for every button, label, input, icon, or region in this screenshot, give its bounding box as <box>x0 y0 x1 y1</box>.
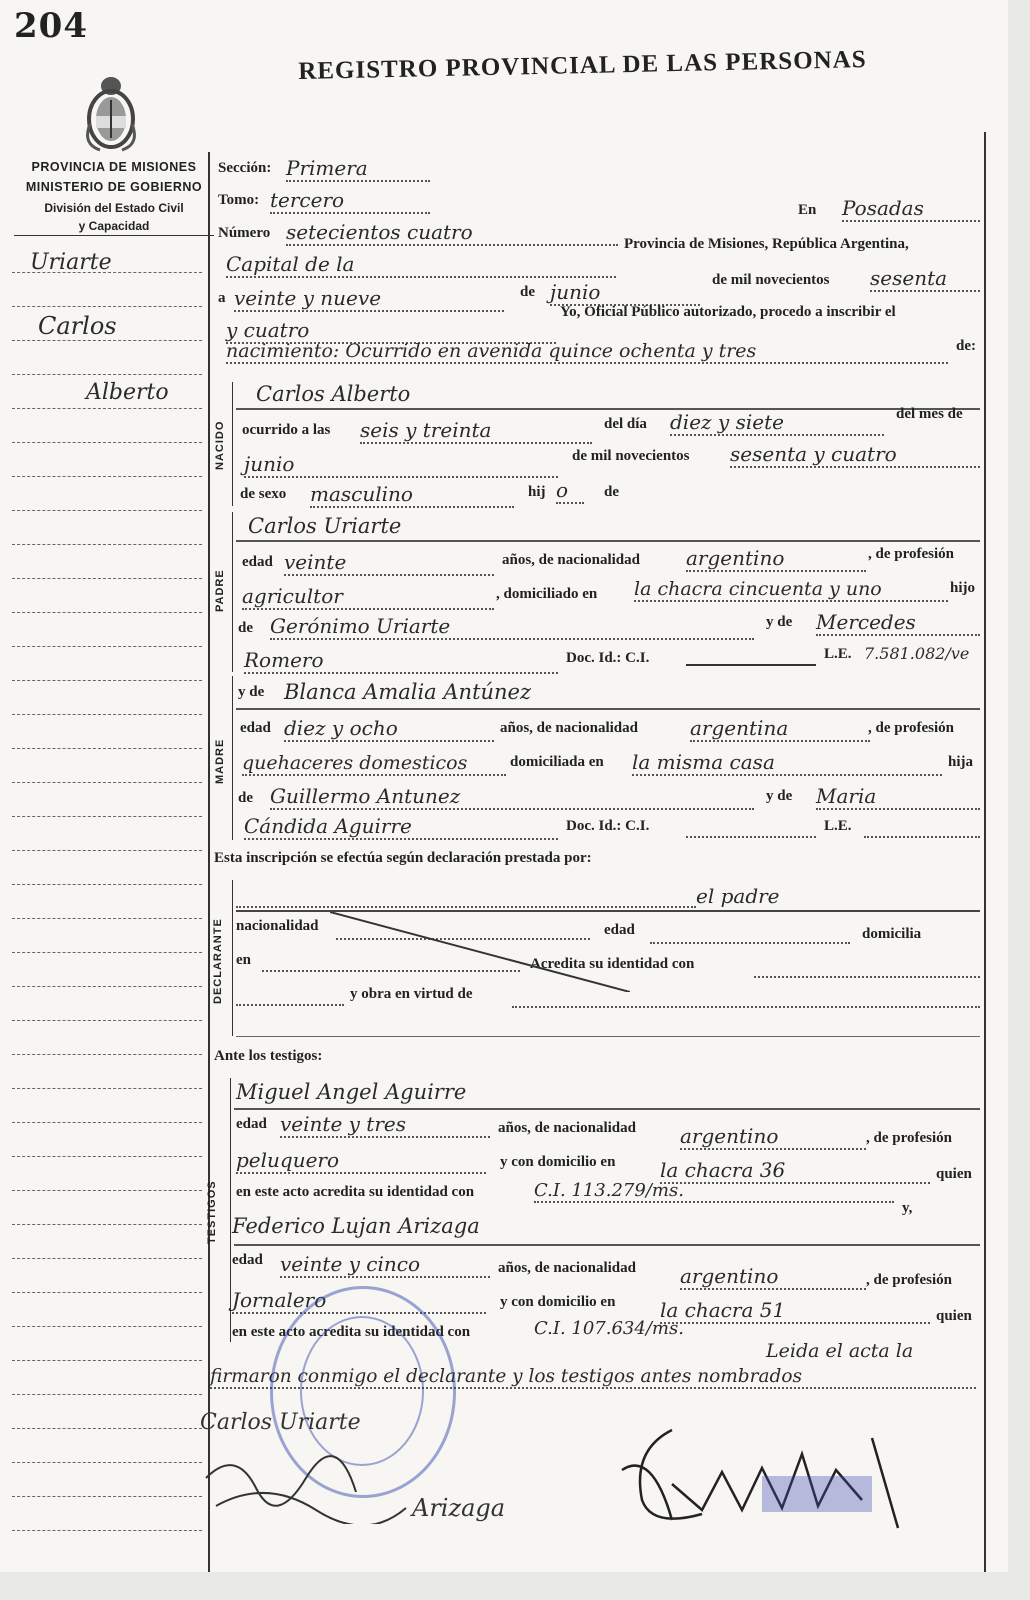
margin-first-name: Carlos <box>38 312 117 340</box>
madre-de-label: de <box>238 790 253 806</box>
margin-rule-line <box>12 442 202 443</box>
signature-uriarte: Carlos Uriarte <box>200 1410 361 1435</box>
madre-nac-label: años, de nacionalidad <box>500 720 638 736</box>
ministry-label: MINISTERIO DE GOBIERNO <box>25 180 203 194</box>
right-margin-line <box>984 132 986 1572</box>
t2-dom-label: y con domicilio en <box>500 1294 616 1310</box>
t2-profesion: Jornalero <box>232 1288 486 1314</box>
margin-rule-line <box>12 1530 202 1531</box>
padre-madre-de1: Mercedes <box>816 610 980 636</box>
padre-padre-de: Gerónimo Uriarte <box>270 614 754 640</box>
margin-rule-line <box>12 1258 202 1259</box>
margin-rule-line <box>12 646 202 647</box>
official-stamp-inner <box>300 1316 424 1466</box>
padre-nacionalidad: argentino <box>686 546 866 572</box>
declarante-en-label: en <box>236 952 251 968</box>
margin-rule-line <box>12 1462 202 1463</box>
tomo-label: Tomo: <box>218 192 260 208</box>
padre-bracket <box>232 512 233 672</box>
t1-nacionalidad: argentino <box>680 1124 866 1150</box>
margin-rule-line <box>12 408 202 409</box>
margin-rule-line <box>12 1496 202 1497</box>
margin-rule-line <box>12 578 202 579</box>
madre-y-de2-label: y de <box>766 788 793 804</box>
margin-rule-line <box>12 510 202 511</box>
margin-rule-line <box>12 1326 202 1327</box>
declarante-bottom-line <box>236 1036 980 1037</box>
madre-name-line <box>236 708 980 710</box>
province-label: PROVINCIA DE MISIONES <box>31 160 197 174</box>
testigo2-name: Federico Lujan Arizaga <box>232 1214 480 1238</box>
padre-y-de-label: y de <box>766 614 793 630</box>
de-colon-label: de: <box>956 338 976 354</box>
declarante-acredita-blank <box>754 976 980 978</box>
margin-rule-line <box>12 816 202 817</box>
anio1-value: sesenta <box>870 266 980 292</box>
madre-doc-label: Doc. Id.: C.I. <box>566 818 650 834</box>
declarante-bracket <box>232 880 233 1036</box>
madre-bracket <box>232 676 233 840</box>
margin-rule-line <box>12 952 202 953</box>
t2-prof-label: , de profesión <box>866 1272 952 1288</box>
margin-rule-line <box>12 612 202 613</box>
padre-madre-de2: Romero <box>244 648 558 674</box>
de-label: de <box>520 284 535 300</box>
t1-y-label: y, <box>902 1200 913 1216</box>
testigos-side-label: TESTIGOS <box>206 1180 218 1244</box>
margin-rule-line <box>12 1224 202 1225</box>
nacido-anio-value: sesenta y cuatro <box>730 442 980 468</box>
del-mes-label: del mes de <box>896 406 963 422</box>
anio2-value: y cuatro <box>226 318 556 344</box>
padre-le-label: L.E. <box>824 646 852 662</box>
declarante-virtud-label: y obra en virtud de <box>350 986 473 1002</box>
declarante-side-label: DECLARANTE <box>212 918 224 1004</box>
t1-profesion: peluquero <box>236 1148 486 1174</box>
coat-of-arms-icon <box>80 64 142 154</box>
madre-name: Blanca Amalia Antúnez <box>284 680 532 704</box>
declarante-blank <box>236 906 696 908</box>
madre-ci-blank <box>686 836 816 838</box>
margin-rule-line <box>12 884 202 885</box>
nacido-dia-value: diez y siete <box>670 410 884 436</box>
margin-rule-line <box>12 1156 202 1157</box>
t2-edad-value: veinte y cinco <box>280 1252 490 1278</box>
cross-out-line <box>330 912 630 992</box>
margin-rule-line <box>12 476 202 477</box>
ocurrido-label: ocurrido a las <box>242 422 331 438</box>
dia-value: veinte y nueve <box>234 286 504 312</box>
padre-prof-label: , de profesión <box>868 546 954 562</box>
margin-rule-line <box>12 1020 202 1021</box>
nacido-side-label: NACIDO <box>214 420 226 470</box>
testigos-bracket <box>230 1078 231 1342</box>
signature-scribble-icon <box>196 1448 426 1524</box>
margin-rule-line <box>12 986 202 987</box>
padre-edad-value: veinte <box>284 550 494 576</box>
margin-rule-line <box>12 748 202 749</box>
margin-rule-line <box>12 1088 202 1089</box>
margin-rule-line <box>12 340 202 341</box>
margin-rule-line <box>12 1292 202 1293</box>
margin-rule-line <box>12 1360 202 1361</box>
margin-rule-line <box>12 374 202 375</box>
margin-rule-line <box>12 1054 202 1055</box>
madre-dom-label: domiciliada en <box>510 754 604 770</box>
padre-ci-blank <box>686 664 816 666</box>
t2-acto-label: en este acto acredita su identidad con <box>232 1324 471 1340</box>
capital-value: Capital de la <box>226 252 616 278</box>
padre-domicilio: la chacra cincuenta y uno <box>634 578 948 602</box>
t1-edad-label: edad <box>236 1116 267 1132</box>
madre-profesion: quehaceres domesticos <box>242 752 506 776</box>
seccion-value: Primera <box>286 156 430 182</box>
madre-prof-label: , de profesión <box>868 720 954 736</box>
declarante-intro: Esta inscripción se efectúa según declaración prestada por: <box>214 850 592 866</box>
declarante-edad-label: edad <box>604 922 635 938</box>
t2-domicilio: la chacra 51 <box>660 1298 930 1324</box>
t1-edad-value: veinte y tres <box>280 1112 490 1138</box>
madre-y-de-label: y de <box>238 684 265 700</box>
padre-nac-label: años, de nacionalidad <box>502 552 640 568</box>
capacity-label: y Capacidad <box>14 219 214 236</box>
nacido-name: Carlos Alberto <box>256 382 411 406</box>
padre-edad-label: edad <box>242 554 273 570</box>
padre-name-line <box>236 540 980 542</box>
margin-rule-line <box>12 544 202 545</box>
t1-quien-label: quien <box>936 1166 972 1182</box>
t1-acto-label: en este acto acredita su identidad con <box>236 1184 475 1200</box>
del-dia-label: del día <box>604 416 647 432</box>
padre-side-label: PADRE <box>214 569 226 612</box>
a-label: a <box>218 290 226 306</box>
margin-surname: Uriarte <box>30 250 112 275</box>
testigos-intro: Ante los testigos: <box>214 1048 323 1064</box>
t2-edad-label: edad <box>232 1252 263 1268</box>
sexo-label: de sexo <box>240 486 287 502</box>
declarante-by: el padre <box>696 884 780 908</box>
padre-de-label: de <box>238 620 253 636</box>
madre-madre-de2: Cándida Aguirre <box>244 814 558 840</box>
margin-middle-name: Alberto <box>86 380 169 405</box>
declarante-virtud-pre <box>236 1004 344 1006</box>
closing-text: firmaron conmigo el declarante y los testigos antes nombrados <box>210 1366 976 1389</box>
nacido-mes-value: junio <box>244 452 558 478</box>
declarante-edad-blank <box>650 942 850 944</box>
hora-value: seis y treinta <box>360 418 592 444</box>
leida-text: Leida el acta la <box>766 1340 914 1362</box>
madre-madre-de1: Maria <box>816 784 980 810</box>
nacido-bracket <box>232 382 233 506</box>
padre-profesion: agricultor <box>242 584 494 610</box>
en-value: Posadas <box>842 196 980 222</box>
margin-rule-line <box>12 1428 202 1429</box>
padre-name: Carlos Uriarte <box>248 514 402 538</box>
division-label: División del Estado Civil <box>44 201 184 215</box>
seccion-label: Sección: <box>218 160 272 176</box>
madre-edad-value: diez y ocho <box>284 716 494 742</box>
t1-dom-label: y con domicilio en <box>500 1154 616 1170</box>
madre-le-label: L.E. <box>824 818 852 834</box>
numero-label: Número <box>218 225 271 241</box>
left-margin-line <box>208 152 210 1572</box>
en-label: En <box>798 202 817 218</box>
declarante-virtud-blank <box>512 1006 980 1008</box>
sexo-value: masculino <box>310 482 514 508</box>
oficial-text: Yo, Oficial Público autorizado, procedo a inscribir el <box>560 304 896 320</box>
madre-hija-label: hija <box>948 754 974 770</box>
margin-rule-line <box>12 680 202 681</box>
mil-label: de mil novecientos <box>712 272 830 288</box>
t2-nacionalidad: argentino <box>680 1264 866 1290</box>
madre-edad-label: edad <box>240 720 271 736</box>
margin-rule-line <box>12 1190 202 1191</box>
hij-suffix: o <box>556 478 584 504</box>
padre-hijo-label: hijo <box>950 580 976 596</box>
nacido-mil-label: de mil novecientos <box>572 448 690 464</box>
madre-padre-de: Guillermo Antunez <box>270 784 754 810</box>
t1-domicilio: la chacra 36 <box>660 1158 930 1184</box>
declarante-dom-label: domicilia <box>862 926 922 942</box>
margin-rule-line <box>12 918 202 919</box>
page-number: 204 <box>14 6 88 46</box>
official-signature-icon <box>612 1410 912 1540</box>
t1-nac-label: años, de nacionalidad <box>498 1120 636 1136</box>
testigo1-line <box>234 1108 980 1110</box>
margin-rule-line <box>12 850 202 851</box>
t2-quien-label: quien <box>936 1308 972 1324</box>
padre-dom-label: , domiciliado en <box>496 586 598 602</box>
nacido-de-label: de <box>604 484 619 500</box>
margin-rule-line <box>12 1122 202 1123</box>
provincia-text: Provincia de Misiones, República Argentina, <box>624 236 909 252</box>
document-title: REGISTRO PROVINCIAL DE LAS PERSONAS <box>298 46 867 85</box>
tomo-value: tercero <box>270 188 430 214</box>
declarante-acredita-label: Acredita su identidad con <box>530 956 695 972</box>
nacimiento-value: nacimiento: Ocurrido en avenida quince ochenta y tres <box>226 340 948 364</box>
padre-doc-label: Doc. Id.: C.I. <box>566 650 650 666</box>
margin-rule-line <box>12 1394 202 1395</box>
t1-prof-label: , de profesión <box>866 1130 952 1146</box>
numero-value: setecientos cuatro <box>286 220 618 246</box>
madre-side-label: MADRE <box>214 738 226 784</box>
madre-le-blank <box>864 836 980 838</box>
mes-value: junio <box>550 280 700 306</box>
t2-nac-label: años, de nacionalidad <box>498 1260 636 1276</box>
signature-arizaga: Arizaga <box>412 1494 506 1522</box>
hij-label: hij <box>528 484 546 500</box>
margin-rule-line <box>12 306 202 307</box>
madre-domicilio: la misma casa <box>632 750 942 776</box>
margin-rule-line <box>12 782 202 783</box>
declarante-nac-label: nacionalidad <box>236 918 319 934</box>
t1-id: C.I. 113.279/ms. <box>534 1180 894 1203</box>
testigo1-name: Miguel Angel Aguirre <box>236 1080 467 1104</box>
t2-id: C.I. 107.634/ms. <box>534 1318 684 1339</box>
madre-nacionalidad: argentina <box>690 716 870 742</box>
padre-le-value: 7.581.082/ve <box>864 644 970 663</box>
margin-rule-line <box>12 714 202 715</box>
testigo2-line <box>234 1244 980 1246</box>
